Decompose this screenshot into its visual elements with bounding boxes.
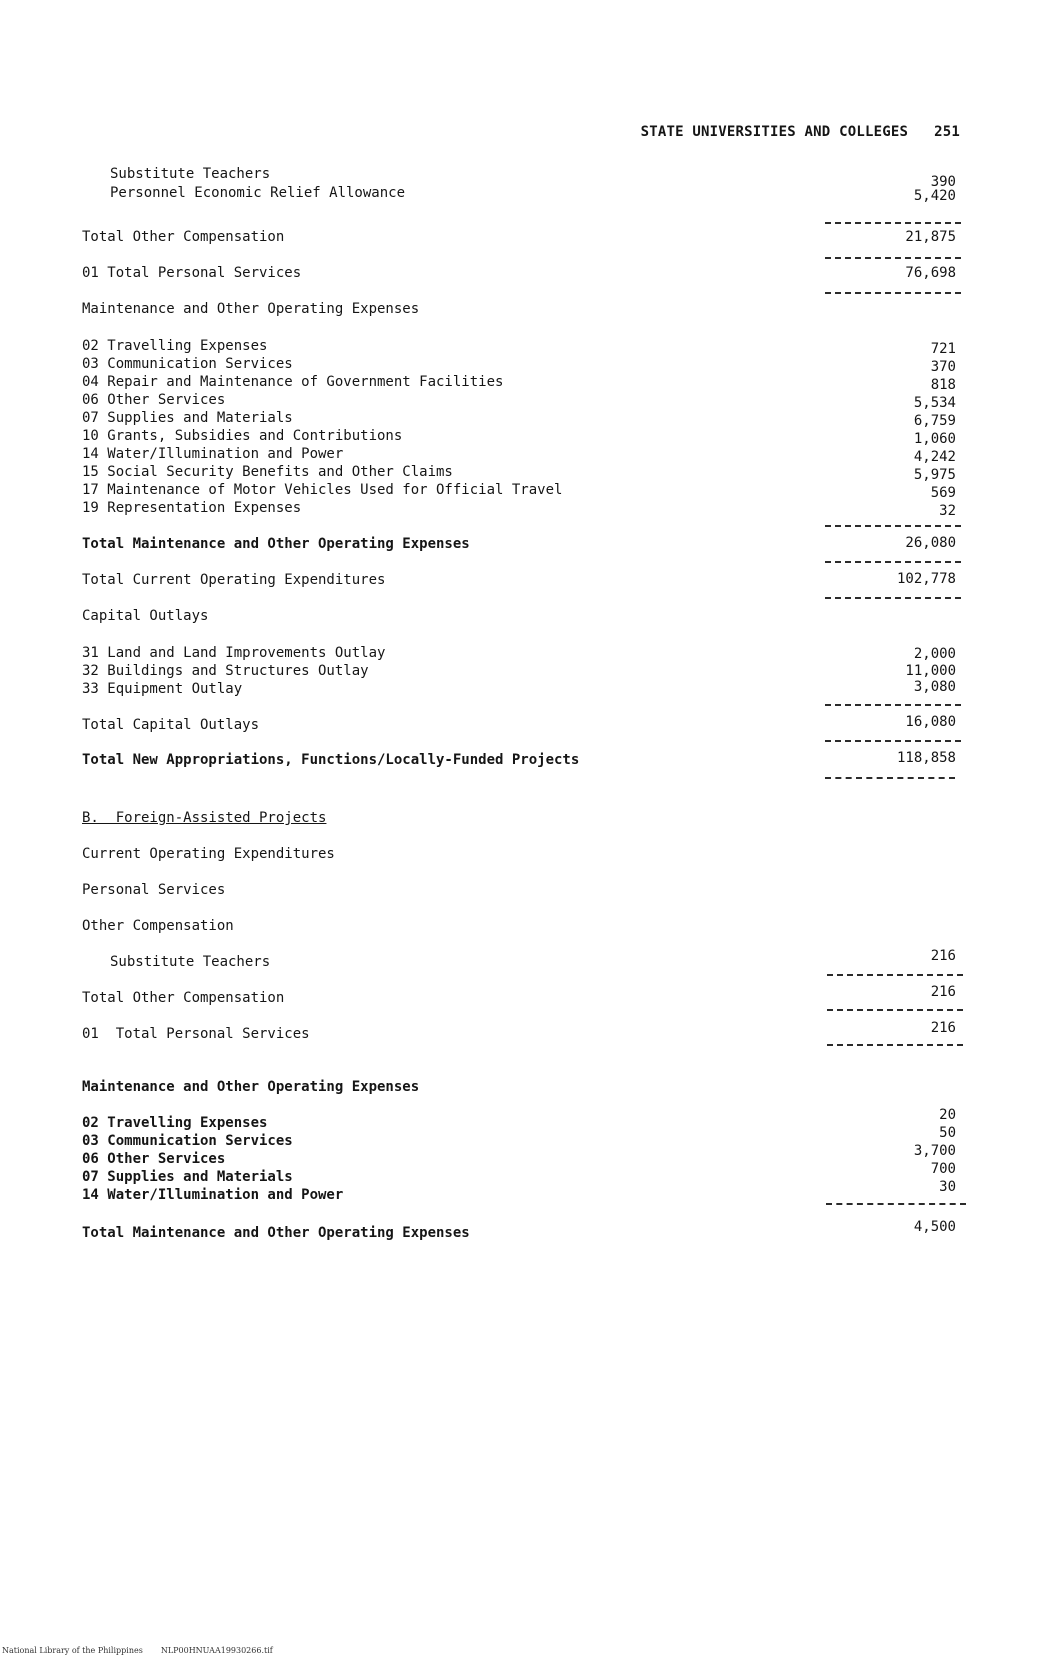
line-item-label: 32 Buildings and Structures Outlay <box>82 663 369 679</box>
line-item-label: Substitute Teachers <box>110 166 271 182</box>
line-item-value: 4,242 <box>913 449 956 465</box>
section-heading: Personal Services <box>82 882 226 898</box>
running-header <box>0 124 960 140</box>
line-item-value: 11,000 <box>905 663 956 679</box>
line-item-value: 5,975 <box>913 467 956 483</box>
section-heading: Maintenance and Other Operating Expenses <box>82 1079 420 1095</box>
rule <box>825 704 961 706</box>
line-item-label: 04 Repair and Maintenance of Government Facilities <box>82 374 504 390</box>
line-item-label: 31 Land and Land Improvements Outlay <box>82 645 386 661</box>
line-item-value: 3,080 <box>913 679 956 695</box>
section-heading: Other Compensation <box>82 918 234 934</box>
line-item <box>0 1143 1059 1168</box>
total-label: Total Maintenance and Other Operating Expenses <box>82 1225 470 1241</box>
line-item-label: 17 Maintenance of Motor Vehicles Used for Official Travel <box>82 482 563 498</box>
total-label: Total Other Compensation <box>82 990 285 1006</box>
line-item-label: 07 Supplies and Materials <box>82 410 293 426</box>
line-item-value: 1,060 <box>913 431 956 447</box>
line-item-value: 6,759 <box>913 413 956 429</box>
line-item-value: 370 <box>930 359 956 375</box>
line-item <box>0 445 1059 463</box>
line-item <box>0 184 1059 202</box>
line-item <box>0 463 1059 481</box>
rule <box>825 777 955 779</box>
total-row <box>0 535 1059 553</box>
line-item-value: 216 <box>930 948 956 964</box>
line-item-value: 32 <box>939 503 956 519</box>
line-item-label: Personnel Economic Relief Allowance <box>110 185 406 201</box>
section-heading: Capital Outlays <box>82 608 209 624</box>
total-value: 118,858 <box>896 750 956 766</box>
total-row <box>0 984 1059 1007</box>
total-value: 21,875 <box>905 229 956 245</box>
running-header-title: STATE UNIVERSITIES AND COLLEGES <box>640 124 909 140</box>
line-item-label: 10 Grants, Subsidies and Contributions <box>82 428 403 444</box>
scan-filename: NLP00HNUAA19930266.tif <box>160 1646 273 1655</box>
total-label: Total Current Operating Expenditures <box>82 572 386 588</box>
line-item <box>0 409 1059 427</box>
total-row <box>0 228 1059 246</box>
total-row <box>0 1219 1059 1242</box>
line-item <box>0 1179 1059 1204</box>
line-item-value: 721 <box>930 341 956 357</box>
line-item-label: Substitute Teachers <box>110 954 271 970</box>
line-item-label: 15 Social Security Benefits and Other Claims <box>82 464 453 480</box>
rule <box>825 740 961 742</box>
rule <box>825 292 961 294</box>
line-item-label: 03 Communication Services <box>82 1133 293 1149</box>
total-value: 102,778 <box>896 571 956 587</box>
rule <box>827 974 963 976</box>
total-value: 216 <box>930 1020 956 1036</box>
line-item-label: 02 Travelling Expenses <box>82 338 268 354</box>
line-item-value: 818 <box>930 377 956 393</box>
line-item-value: 20 <box>939 1107 956 1123</box>
line-item-label: 19 Representation Expenses <box>82 500 302 516</box>
total-value: 16,080 <box>905 714 956 730</box>
line-item-value: 2,000 <box>913 646 956 662</box>
total-value: 216 <box>930 984 956 1000</box>
rule <box>825 222 961 224</box>
total-label: 01 Total Personal Services <box>82 1026 310 1042</box>
line-item-label: 03 Communication Services <box>82 356 293 372</box>
total-label: Total Capital Outlays <box>82 717 260 733</box>
total-label: 01 Total Personal Services <box>82 265 302 281</box>
line-item <box>0 1125 1059 1150</box>
total-value: 26,080 <box>905 535 956 551</box>
line-item-label: 06 Other Services <box>82 392 226 408</box>
section-heading: Current Operating Expenditures <box>82 846 335 862</box>
library-credit: National Library of the Philippines <box>2 1646 143 1655</box>
total-label: Total Other Compensation <box>82 229 285 245</box>
line-item-value: 5,420 <box>913 188 956 204</box>
total-row <box>0 1020 1059 1043</box>
rule <box>825 597 961 599</box>
rule <box>825 561 961 563</box>
line-item <box>0 680 1059 698</box>
line-item <box>0 1161 1059 1186</box>
rule <box>825 525 961 527</box>
rule <box>826 1203 966 1205</box>
total-label: Total New Appropriations, Functions/Locally-Funded Projects <box>82 752 580 768</box>
line-item <box>0 373 1059 391</box>
line-item-label: 14 Water/Illumination and Power <box>82 446 344 462</box>
section-b-heading: B. Foreign-Assisted Projects <box>82 810 327 826</box>
line-item-value: 30 <box>939 1179 956 1195</box>
line-item-value: 50 <box>939 1125 956 1141</box>
line-item <box>0 948 1059 971</box>
line-item-label: 07 Supplies and Materials <box>82 1169 293 1185</box>
line-item-value: 5,534 <box>913 395 956 411</box>
line-item <box>0 499 1059 517</box>
section-heading: Maintenance and Other Operating Expenses <box>82 301 420 317</box>
total-label: Total Maintenance and Other Operating Expenses <box>82 536 470 552</box>
total-row <box>0 264 1059 282</box>
line-item <box>0 1107 1059 1132</box>
line-item-value: 3,700 <box>913 1143 956 1159</box>
line-item <box>0 427 1059 445</box>
line-item <box>0 481 1059 499</box>
line-item-value: 700 <box>930 1161 956 1177</box>
line-item <box>0 165 1059 190</box>
line-item <box>0 391 1059 409</box>
line-item <box>0 662 1059 680</box>
line-item-label: 02 Travelling Expenses <box>82 1115 268 1131</box>
line-item-label: 14 Water/Illumination and Power <box>82 1187 344 1203</box>
line-item-label: 33 Equipment Outlay <box>82 681 243 697</box>
line-item <box>0 337 1059 355</box>
line-item-value: 390 <box>930 174 956 190</box>
rule <box>825 257 961 259</box>
total-value: 4,500 <box>913 1219 956 1235</box>
total-value: 76,698 <box>905 265 956 281</box>
total-row <box>0 751 1059 769</box>
scan-footer <box>2 1646 273 1655</box>
total-row <box>0 716 1059 734</box>
line-item-value: 569 <box>930 485 956 501</box>
rule <box>827 1009 963 1011</box>
page-number: 251 <box>934 124 960 140</box>
line-item <box>0 355 1059 373</box>
rule <box>827 1044 963 1046</box>
line-item <box>0 644 1059 662</box>
total-row <box>0 571 1059 589</box>
line-item-label: 06 Other Services <box>82 1151 226 1167</box>
